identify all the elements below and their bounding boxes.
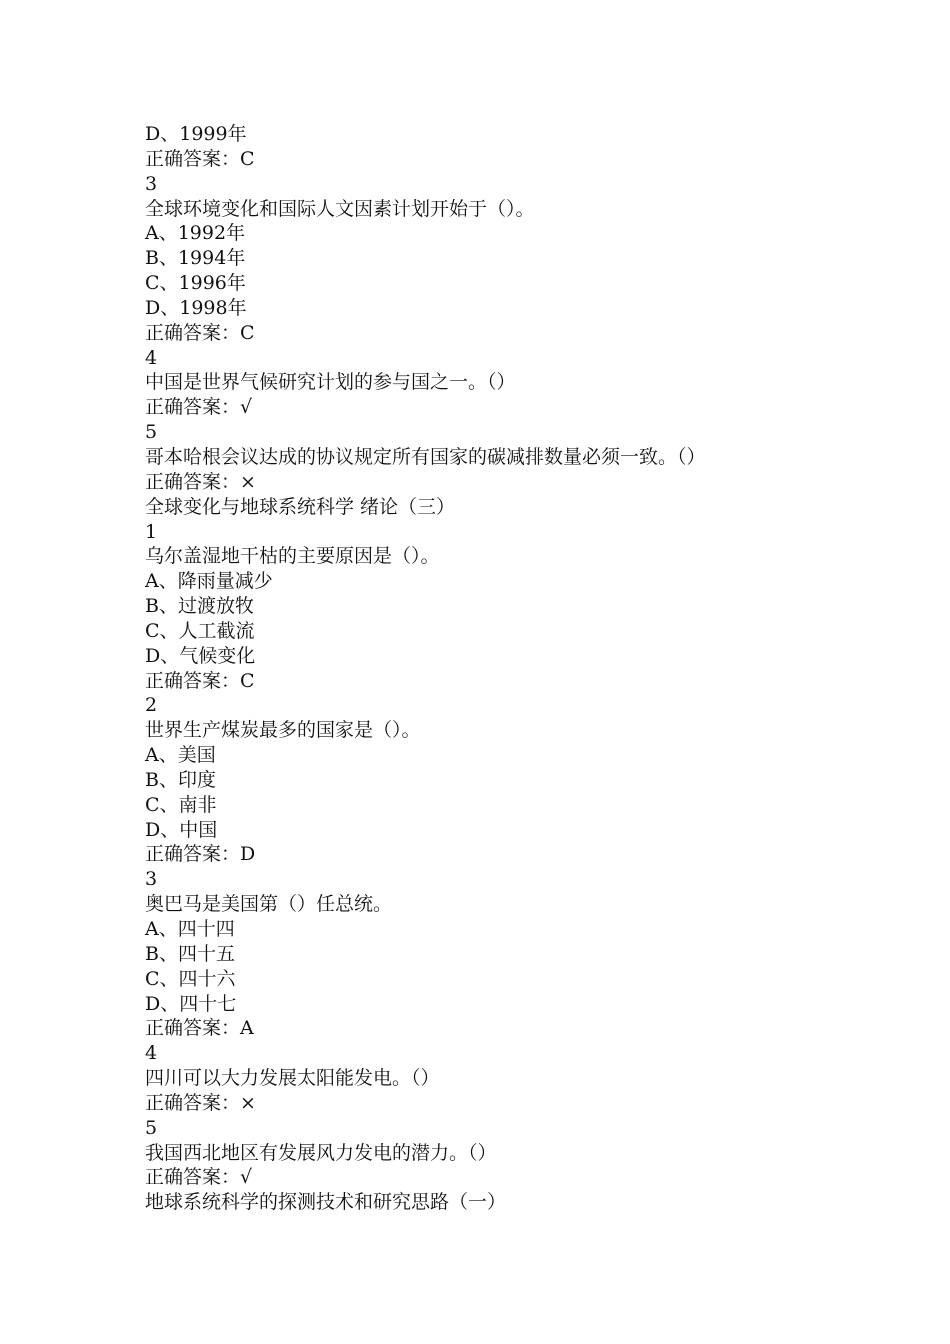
- answer-line: 正确答案：C: [145, 669, 255, 692]
- option-line: A、美国: [145, 744, 216, 767]
- question-number: 4: [145, 1042, 158, 1065]
- option-line: B、过渡放牧: [145, 595, 254, 618]
- question-text: 哥本哈根会议达成的协议规定所有国家的碳减排数量必须一致。（）: [145, 445, 706, 468]
- question-number: 5: [145, 1116, 158, 1139]
- section-heading: 地球系统科学的探测技术和研究思路（一）: [145, 1191, 507, 1214]
- answer-line: 正确答案：×: [145, 1091, 256, 1114]
- option-line: C、四十六: [145, 967, 236, 990]
- option-line: D、四十七: [145, 992, 237, 1015]
- option-line: D、气候变化: [145, 644, 256, 667]
- option-line: C、南非: [145, 793, 217, 816]
- question-text: 我国西北地区有发展风力发电的潜力。（）: [145, 1141, 497, 1164]
- option-line: C、1996年: [145, 272, 246, 295]
- option-line: B、印度: [145, 768, 216, 791]
- answer-line: 正确答案：C: [145, 321, 255, 344]
- answer-line: 正确答案：A: [145, 1017, 254, 1040]
- answer-line: 正确答案：√: [145, 396, 253, 419]
- option-line: A、1992年: [145, 222, 246, 245]
- answer-line: 正确答案：√: [145, 1166, 253, 1189]
- question-text: 全球环境变化和国际人文因素计划开始于（）。: [145, 197, 535, 220]
- option-line: D、1998年: [145, 296, 247, 319]
- question-number: 3: [145, 868, 158, 891]
- option-line: B、1994年: [145, 247, 246, 270]
- option-line: D、1999年: [145, 123, 247, 145]
- option-line: A、四十四: [145, 918, 235, 940]
- answer-line: 正确答案：×: [145, 470, 256, 493]
- question-number: 5: [145, 421, 158, 444]
- question-text: 乌尔盖湿地干枯的主要原因是（）。: [145, 545, 440, 568]
- question-text: 世界生产煤炭最多的国家是（）。: [145, 719, 421, 742]
- option-line: C、人工截流: [145, 619, 255, 642]
- answer-line: 正确答案：C: [145, 147, 255, 170]
- question-number: 1: [145, 520, 158, 543]
- question-text: 奥巴马是美国第（）任总统。: [145, 893, 393, 916]
- option-line: A、降雨量减少: [145, 570, 273, 593]
- option-line: D、中国: [145, 818, 218, 841]
- question-number: 4: [145, 346, 158, 369]
- document-page: [145, 122, 905, 1215]
- question-text: 中国是世界气候研究计划的参与国之一。（）: [145, 371, 516, 394]
- option-line: B、四十五: [145, 942, 235, 965]
- question-number: 3: [145, 172, 158, 195]
- question-number: 2: [145, 694, 158, 717]
- section-heading: 全球变化与地球系统科学 绪论（三）: [145, 495, 456, 518]
- question-text: 四川可以大力发展太阳能发电。（）: [145, 1067, 440, 1090]
- answer-line: 正确答案：D: [145, 843, 256, 866]
